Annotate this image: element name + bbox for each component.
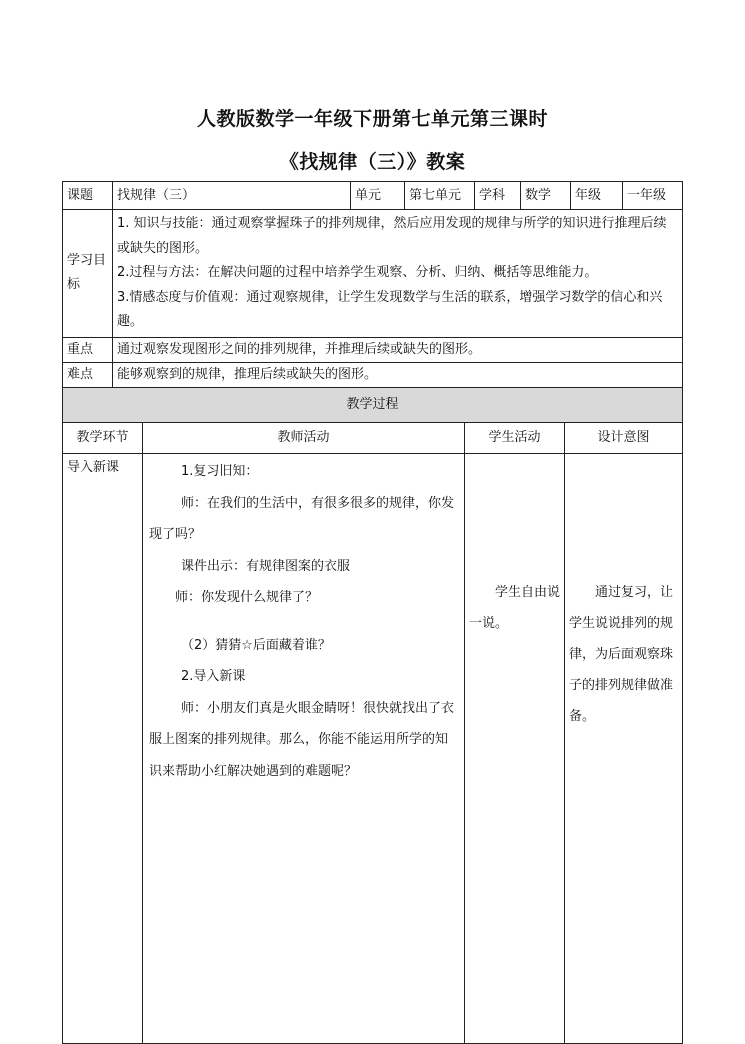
design-intent (565, 454, 683, 1044)
column-student: 学生活动 (465, 423, 565, 454)
teacher-activity (143, 454, 465, 1044)
goals-cell (113, 210, 683, 338)
teaching-process-table (62, 387, 683, 1044)
lesson-info-table (62, 181, 683, 388)
subject-label: 学科 (475, 182, 521, 210)
goals-label: 学习目标 (63, 210, 113, 338)
document-title: 人教版数学一年级下册第七单元第三课时 (196, 108, 548, 130)
teacher-line: 2.导入新课 (181, 669, 246, 684)
difficulty-label: 难点 (63, 362, 113, 387)
column-teacher: 教师活动 (143, 423, 465, 454)
teacher-line: 师：在我们的生活中，有很多很多的规律，你发现了吗？ (149, 495, 455, 542)
student-activity (465, 454, 565, 1044)
key-point-label: 重点 (63, 337, 113, 362)
goal-knowledge: 1. 知识与技能：通过观察掌握珠子的排列规律，然后应用发现的规律与所学的知识进行推理后续或缺失的图形。 (117, 216, 667, 256)
process-header: 教学过程 (63, 388, 683, 423)
difficulty-value: 能够观察到的规律，推理后续或缺失的图形。 (113, 362, 683, 387)
teacher-line: （2）猜猜☆后面藏着谁？ (181, 637, 331, 653)
teacher-line: 1.复习旧知： (181, 464, 259, 479)
document-subtitle: 《找规律（三）》教案 (279, 151, 466, 173)
teacher-line: 师：你发现什么规律了？ (175, 590, 319, 605)
teacher-line: 课件出示：有规律图案的衣服 (181, 558, 351, 574)
goal-process: 2.过程与方法：在解决问题的过程中培养学生观察、分析、归纳、概括等思维能力。 (117, 265, 598, 280)
goal-attitude: 3.情感态度与价值观：通过观察规律，让学生发现数学与生活的联系，增强学习数学的信心和兴趣。 (117, 289, 663, 329)
subject-value: 数学 (521, 182, 571, 210)
design-intent-text: 通过复习，让学生说说排列的规律，为后面观察珠子的排列规律做准备。 (569, 585, 674, 724)
key-point-value: 通过观察发现图形之间的排列规律，并推理后续或缺失的图形。 (113, 337, 683, 362)
stage-name: 导入新课 (63, 454, 143, 1044)
unit-value: 第七单元 (405, 182, 475, 210)
grade-label: 年级 (571, 182, 623, 210)
column-design: 设计意图 (565, 423, 683, 454)
topic-label: 课题 (63, 182, 113, 210)
grade-value: 一年级 (623, 182, 683, 210)
topic-value: 找规律（三） (113, 182, 351, 210)
unit-label: 单元 (351, 182, 405, 210)
student-activity-text: 学生自由说一说。 (469, 585, 561, 631)
column-stage: 教学环节 (63, 423, 143, 454)
teacher-line: 师：小朋友们真是火眼金睛呀！很快就找出了衣服上图案的排列规律。那么，你能不能运用所学的知识来帮助小红解决她遇到的难题呢？ (149, 700, 455, 779)
